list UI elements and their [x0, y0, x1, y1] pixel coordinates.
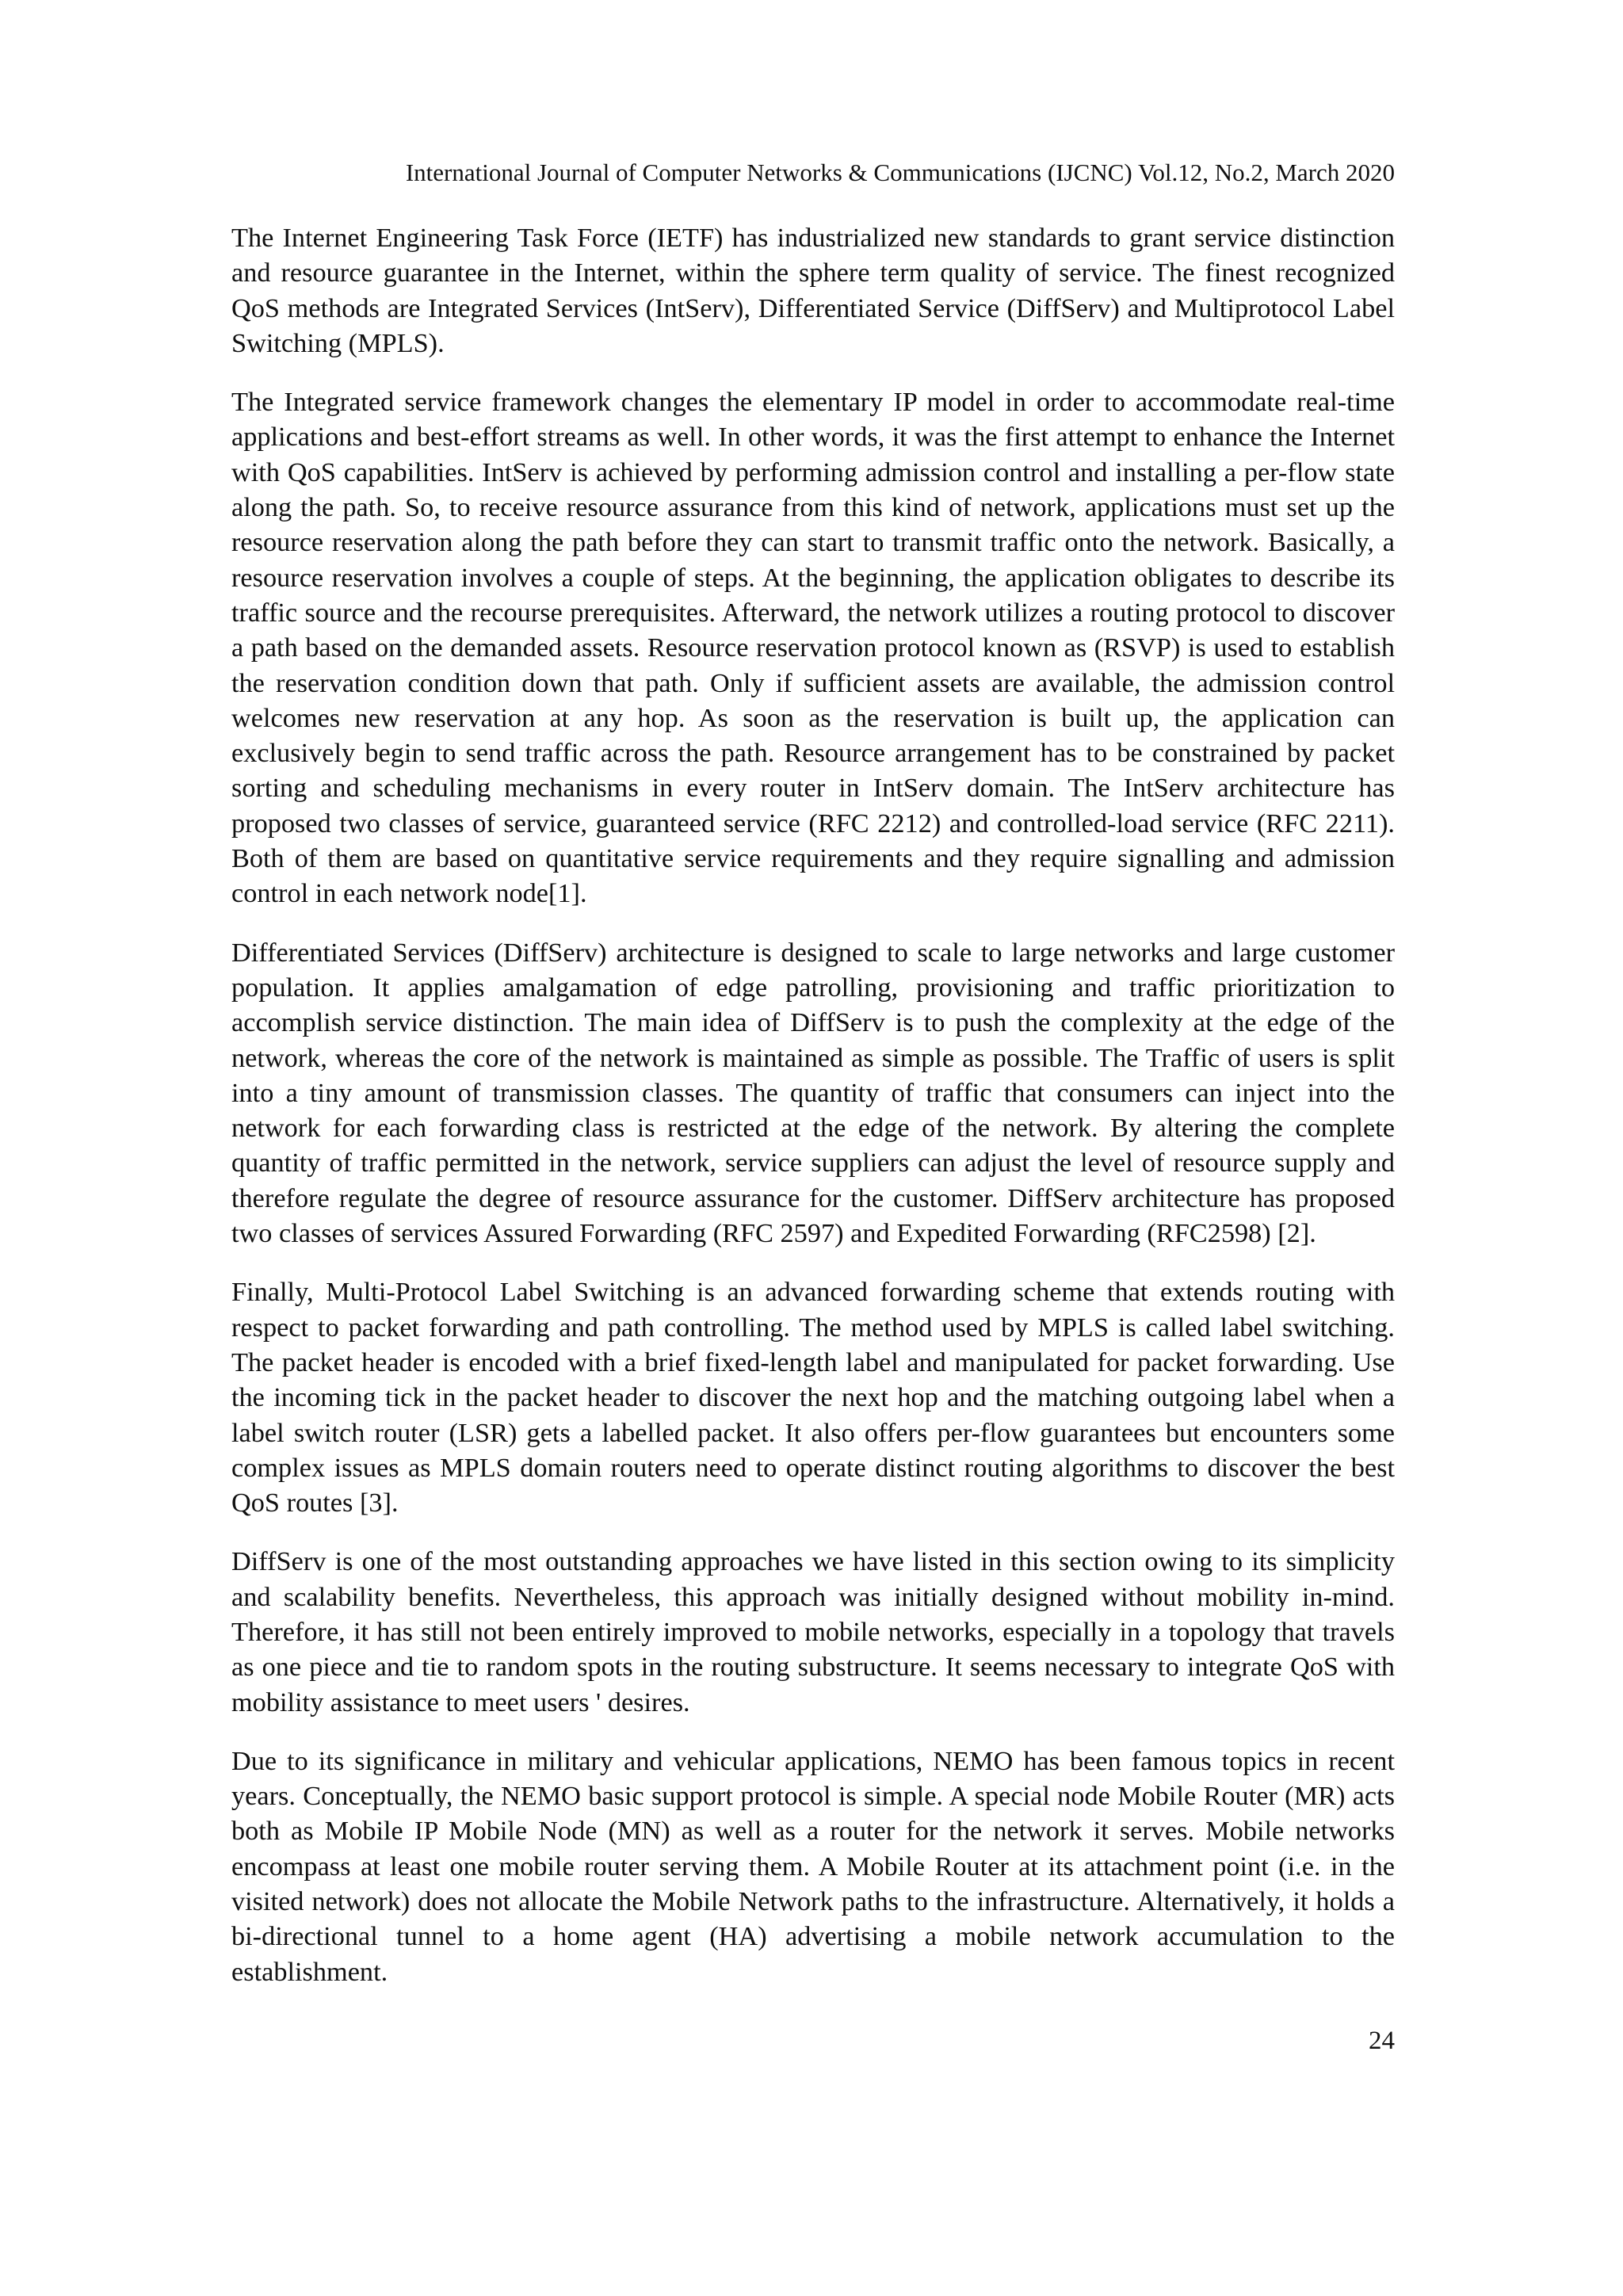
- paragraph-nemo: Due to its significance in military and vehicular applications, NEMO has been famous topics in recent years. Conceptually, the NEMO basic support protocol is simple. A special node Mobile Router (MR) acts both as Mobile IP Mobile Node (MN) as well as a router for the network it serves. Mobile networks encompass at least one mobile router serving them. A Mobile Router at its attachment point (i.e. in the visited network) does not allocate the Mobile Network paths to the infrastructure. Alternatively, it holds a bi-directional tunnel to a home agent (HA) advertising a mobile network accumulation to the establishment.: [231, 1745, 1395, 1987]
- paragraph-diffserv: Differentiated Services (DiffServ) architecture is designed to scale to large networks and large customer population. It applies amalgamation of edge patrolling, provisioning and traffic prioritization to accomplish service distinction. The main idea of DiffServ is to push the complexity at the edge of the network, whereas the core of the network is maintained as simple as possible. The Traffic of users is split into a tiny amount of transmission classes. The quantity of traffic that consumers can inject into the network for each forwarding class is restricted at the edge of the network. By altering the complete quantity of traffic permitted in the network, service suppliers can adjust the level of resource supply and therefore regulate the degree of resource assurance for the customer. DiffServ architecture has proposed two classes of services Assured Forwarding (RFC 2597) and Expedited Forwarding (RFC2598) [2].: [231, 937, 1395, 1249]
- paragraph-intserv: The Integrated service framework changes the elementary IP model in order to accommodate real-time applications and best-effort streams as well. In other words, it was the first attempt to enhance the Internet with QoS capabilities. IntServ is achieved by performing admission control and installing a per-flow state along the path. So, to receive resource assurance from this kind of network, applications must set up the resource reservation along the path before they can start to transmit traffic onto the network. Basically, a resource reservation involves a couple of steps. At the beginning, the application obligates to describe its traffic source and the recourse prerequisites. Afterward, the network utilizes a routing protocol to discover a path based on the demanded assets. Resource reservation protocol known as (RSVP) is used to establish the reservation condition down that path. Only if sufficient assets are available, the admission control welcomes new reservation at any hop. As soon as the reservation is built up, the application can exclusively begin to send traffic across the path. Resource arrangement has to be constrained by packet sorting and scheduling mechanisms in every router in IntServ domain. The IntServ architecture has proposed two classes of service, guaranteed service (RFC 2212) and controlled-load service (RFC 2211). Both of them are based on quantitative service requirements and they require signalling and admission control in each network node[1].: [231, 387, 1395, 909]
- paragraph-ietf-qos: The Internet Engineering Task Force (IETF) has industrialized new standards to grant service distinction and resource guarantee in the Internet, within the sphere term quality of service. The finest recognized QoS methods are Integrated Services (IntServ), Differentiated Service (DiffServ) and Multiprotocol Label Switching (MPLS).: [231, 223, 1395, 358]
- paragraph-diffserv-mobility: DiffServ is one of the most outstanding approaches we have listed in this section owing to its simplicity and scalability benefits. Nevertheless, this approach was initially designed without mobility in-mind. Therefore, it has still not been entirely improved to mobile networks, especially in a topology that travels as one piece and tie to random spots in the routing substructure. It seems necessary to integrate QoS with mobility assistance to meet users ' desires.: [231, 1546, 1395, 1717]
- running-header: International Journal of Computer Networks & Communications (IJCNC) Vol.12, No.2, March 2020: [405, 159, 1395, 186]
- page-number: 24: [1369, 2027, 1395, 2055]
- body-text: [231, 220, 1395, 2013]
- paragraph-mpls: Finally, Multi-Protocol Label Switching is an advanced forwarding scheme that extends routing with respect to packet forwarding and path controlling. The method used by MPLS is called label switching. The packet header is encoded with a brief fixed-length label and manipulated for packet forwarding. Use the incoming tick in the packet header to discover the next hop and the matching outgoing label when a label switch router (LSR) gets a labelled packet. It also offers per-flow guarantees but encounters some complex issues as MPLS domain routers need to operate distinct routing algorithms to discover the best QoS routes [3].: [231, 1277, 1395, 1519]
